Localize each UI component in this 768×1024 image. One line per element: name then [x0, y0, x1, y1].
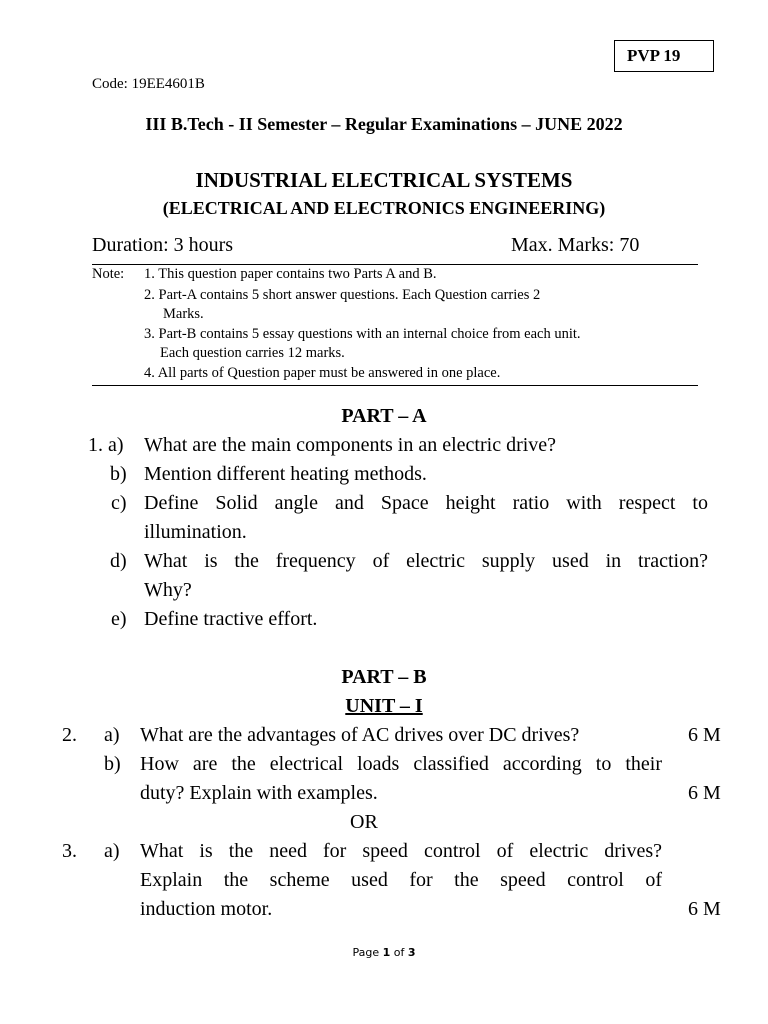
question-text: illumination.	[144, 521, 247, 543]
question-text: Define Solid angle and Space height ratio with respect to	[144, 492, 708, 514]
note-label: Note:	[92, 266, 125, 282]
question-text: What is the need for speed control of electric drives?	[140, 840, 662, 862]
question-number: 3.	[62, 840, 77, 862]
question-number: 2.	[62, 724, 77, 746]
unit-heading: UNIT – I	[345, 695, 423, 717]
of-label: of	[393, 946, 405, 959]
question-text: induction motor.	[140, 898, 273, 920]
question-text: Define tractive effort.	[144, 608, 318, 630]
page-number: 1	[382, 946, 391, 959]
question-text: duty? Explain with examples.	[140, 782, 378, 804]
page-footer	[0, 946, 768, 959]
marks: 6 M	[688, 782, 721, 804]
note-line: 1. This question paper contains two Parts A and B.	[144, 266, 437, 282]
paper-title: INDUSTRIAL ELECTRICAL SYSTEMS	[195, 168, 573, 192]
question-label: a)	[104, 724, 120, 746]
page-total: 3	[407, 946, 416, 959]
question-label: a)	[104, 840, 120, 862]
question-label: c)	[111, 492, 127, 514]
question-text: What is the frequency of electric supply used in traction?	[144, 550, 708, 572]
divider-top	[92, 264, 698, 265]
exam-title: III B.Tech - II Semester – Regular Examinations – JUNE 2022	[145, 114, 623, 134]
divider-bottom	[92, 385, 698, 386]
question-text: Mention different heating methods.	[144, 463, 427, 485]
page-label: Page	[352, 946, 380, 959]
question-label: d)	[110, 550, 127, 572]
question-text: Why?	[144, 579, 192, 601]
question-text: Explain the scheme used for the speed control of	[140, 869, 662, 891]
question-label: b)	[110, 463, 127, 485]
marks: 6 M	[688, 724, 721, 746]
duration: Duration: 3 hours	[92, 234, 234, 256]
note-line: 4. All parts of Question paper must be answered in one place.	[144, 365, 501, 381]
max-marks: Max. Marks: 70	[511, 234, 640, 256]
part-b-heading: PART – B	[341, 666, 427, 688]
marks: 6 M	[688, 898, 721, 920]
question-text: What are the advantages of AC drives over DC drives?	[140, 724, 580, 746]
part-a-heading: PART – A	[341, 405, 427, 427]
note-line: 2. Part-A contains 5 short answer questions. Each Question carries 2	[144, 287, 541, 303]
subject-code: Code: 19EE4601B	[92, 76, 205, 92]
note-line: Marks.	[163, 306, 204, 322]
note-line: 3. Part-B contains 5 essay questions with an internal choice from each unit.	[144, 326, 581, 342]
paper-subtitle: (ELECTRICAL AND ELECTRONICS ENGINEERING)	[162, 198, 606, 218]
question-text: How are the electrical loads classified according to their	[140, 753, 662, 775]
note-line: Each question carries 12 marks.	[160, 345, 345, 361]
question-label: e)	[111, 608, 127, 630]
question-label: b)	[104, 753, 121, 775]
question-number: 1. a)	[88, 434, 124, 456]
or-separator: OR	[350, 811, 378, 833]
question-text: What are the main components in an electric drive?	[144, 434, 557, 456]
pvp-code-box: PVP 19	[614, 40, 714, 72]
